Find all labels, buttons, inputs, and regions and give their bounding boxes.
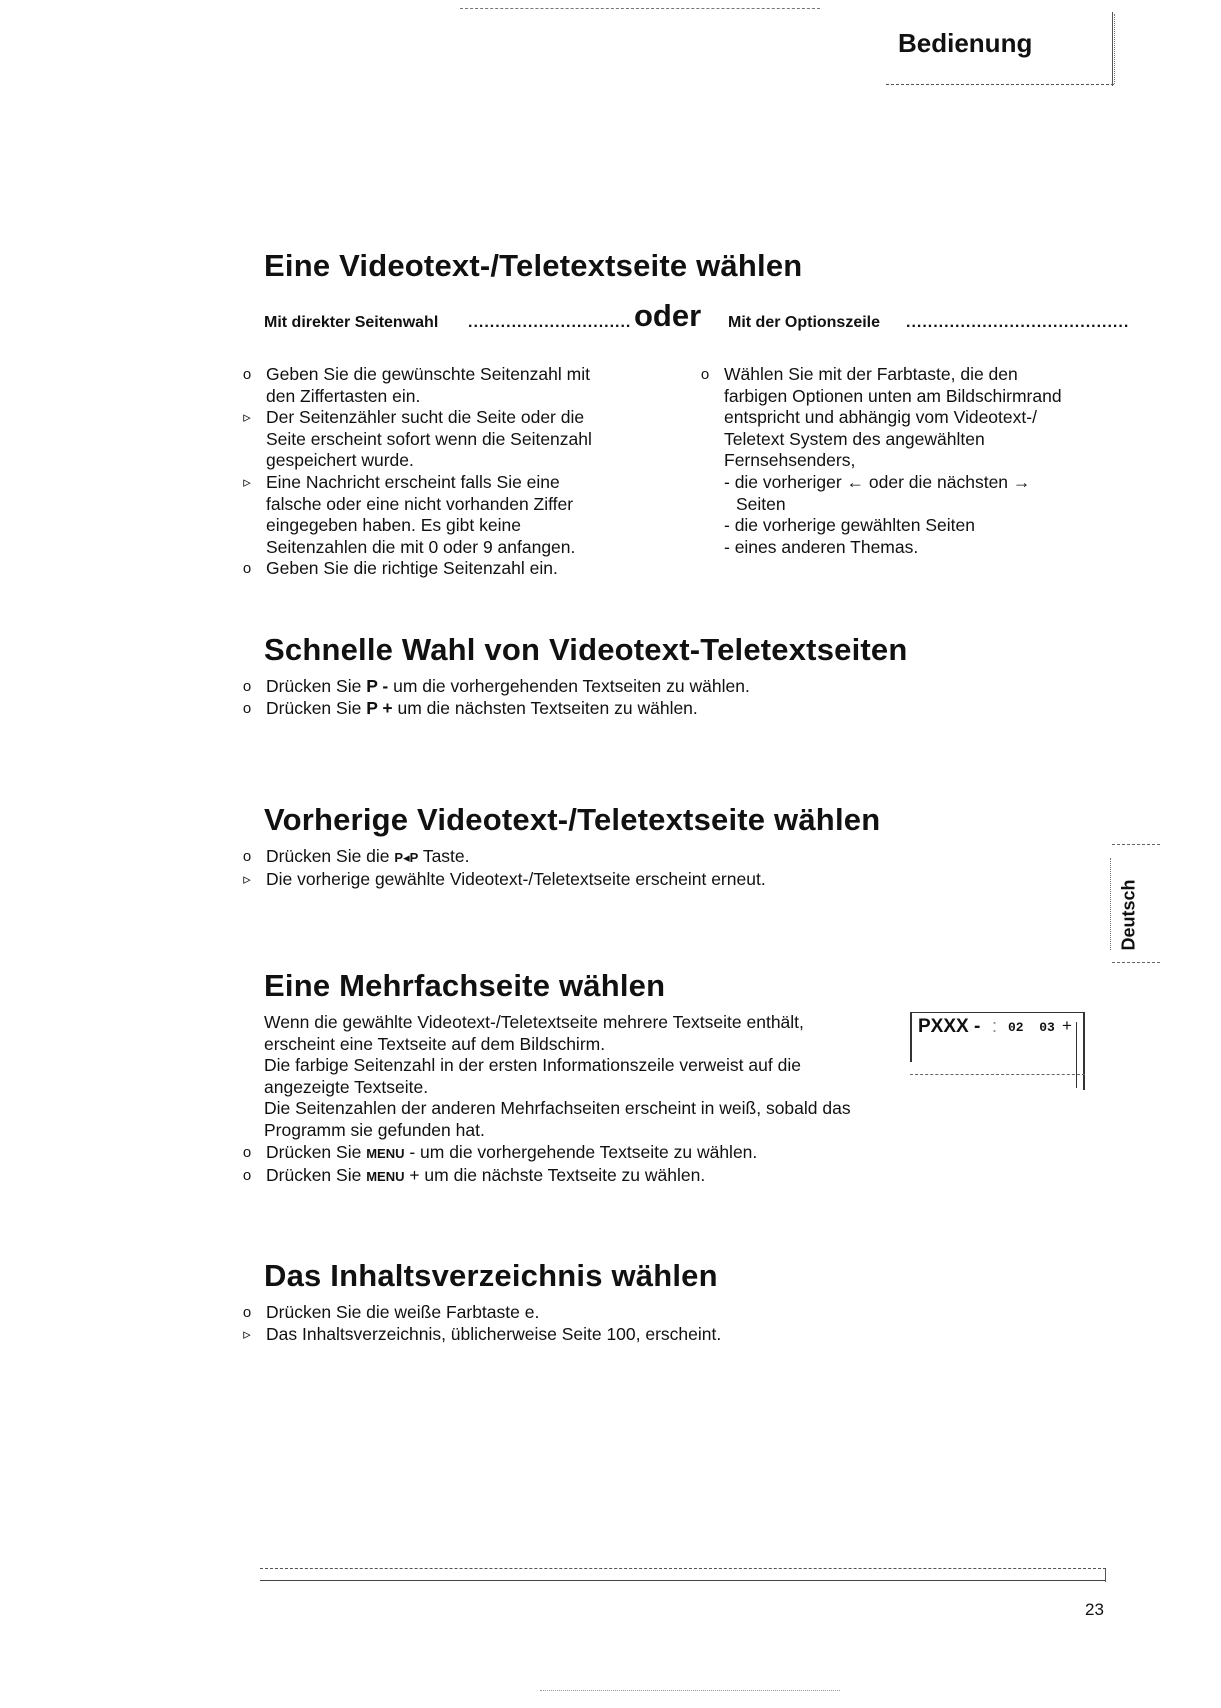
top-scan-line (460, 8, 820, 9)
key-label: MENU (366, 1168, 405, 1184)
index-list (238, 1302, 1058, 1345)
teletext-screen-illustration (910, 1012, 1085, 1090)
text-line: entspricht und abhängig vom Videotext-/ (724, 407, 1037, 428)
text-line: Programm sie gefunden hat. (264, 1119, 485, 1140)
circle-bullet-icon: o (242, 560, 252, 578)
list-item (238, 1324, 1058, 1346)
list-item (238, 558, 678, 580)
list-item (238, 1302, 1058, 1324)
text-segment: - um die vorhergehende Textseite zu wählen. (404, 1142, 758, 1162)
screen-left-border (910, 1012, 912, 1062)
text-segment: Die vorherige gewählte Videotext-/Teletextseite erscheint erneut. (266, 868, 766, 889)
quick-select-list (238, 676, 1058, 719)
section-header: Bedienung (898, 28, 1033, 58)
key-label: P + (366, 697, 393, 718)
circle-bullet-icon: o (242, 366, 252, 383)
text-line: Wählen Sie mit der Farbtaste, die den (724, 364, 1018, 384)
text-segment: Taste. (418, 846, 470, 866)
list-item (696, 364, 1116, 558)
header-left-rule (1114, 14, 1115, 84)
text-line: angezeigte Textseite. (264, 1076, 429, 1097)
list-item (238, 364, 678, 407)
page-number: 23 (1085, 1600, 1104, 1619)
language-tab-label: Deutsch (1118, 879, 1139, 951)
side-tab-bottom-rule (1112, 962, 1160, 963)
text-segment: Das Inhaltsverzeichnis, üblicherweise Seite 100, erscheint. (266, 1323, 722, 1344)
text-line: Seiten (736, 493, 786, 514)
circle-bullet-icon: o (242, 699, 252, 717)
text-segment: Drücken Sie die (266, 846, 395, 866)
key-label: P - (366, 676, 389, 696)
oder-connector: oder (634, 298, 702, 333)
text-line: - die vorheriger ← oder die nächsten → (724, 471, 1031, 492)
language-tab (1112, 860, 1146, 970)
text-line: Seitenzahlen die mit 0 oder 9 anfangen. (266, 536, 576, 557)
triangle-bullet-icon: ▹ (243, 870, 251, 888)
title-multi-page: Eine Mehrfachseite wählen (264, 968, 666, 1003)
screen-right-border (1083, 1012, 1085, 1090)
text-line: Fernsehsenders, (724, 450, 856, 471)
select-page-left-column (238, 364, 678, 580)
text-line: Die Seitenzahlen der anderen Mehrfachseiten erscheint in weiß, sobald das (264, 1098, 851, 1119)
text-line: den Ziffertasten ein. (266, 385, 421, 406)
list-item (238, 676, 1058, 698)
text-segment: Drücken Sie die weiße Farbtaste e. (266, 1302, 540, 1322)
list-item (238, 1142, 1058, 1165)
footer-rule-bottom (260, 1580, 1106, 1581)
list-item (238, 846, 1058, 869)
list-item (238, 1165, 1058, 1188)
text-segment: Drücken Sie (266, 697, 367, 718)
triangle-bullet-icon: ▹ (243, 409, 251, 427)
screen-top-border (910, 1012, 1085, 1013)
text-line: - eines anderen Themas. (724, 536, 919, 557)
text-line: farbigen Optionen unten am Bildschirmrand (724, 385, 1062, 406)
text-segment: Drücken Sie (266, 676, 367, 696)
footer-rule-top (260, 1568, 1106, 1569)
title-previous-page: Vorherige Videotext-/Teletextseite wählen (264, 802, 881, 837)
text-segment: + um die nächste Textseite zu wählen. (404, 1164, 706, 1185)
circle-bullet-icon: o (242, 848, 252, 865)
circle-bullet-icon: o (242, 1166, 252, 1184)
list-item (238, 472, 678, 558)
text-line: Teletext System des angewählten (724, 428, 985, 449)
screen-separator: : (992, 1016, 998, 1036)
text-segment: Drücken Sie (266, 1164, 367, 1185)
text-segment: Drücken Sie (266, 1142, 367, 1162)
side-tab-left-rule (1110, 858, 1111, 950)
screen-plus: + (1062, 1016, 1072, 1035)
text-line: - die vorherige gewählten Seiten (724, 515, 975, 536)
multi-page-list (238, 1142, 1058, 1187)
subheading-row (264, 298, 1130, 342)
circle-bullet-icon: o (242, 1304, 252, 1321)
list-item (238, 407, 678, 472)
select-page-right-column (696, 364, 1116, 558)
screen-page-label: PXXX - (918, 1016, 981, 1037)
list-item (238, 869, 1058, 891)
text-line: falsche oder eine nicht vorhanden Ziffer (266, 493, 574, 514)
circle-bullet-icon: o (242, 678, 252, 695)
multi-page-paragraph (264, 1012, 924, 1142)
triangle-bullet-icon: ▹ (243, 1325, 251, 1343)
text-line: eingegeben haben. Es gibt keine (266, 515, 521, 536)
list-item (238, 698, 1058, 720)
text-segment: um die nächsten Textseiten zu wählen. (392, 697, 698, 718)
text-line: Wenn die gewählte Videotext-/Teletextseite mehrere Textseite enthält, (264, 1012, 804, 1032)
dot-leader-right: ......................................... (906, 314, 1130, 331)
text-line: gespeichert wurde. (266, 450, 414, 471)
triangle-bullet-icon: ▹ (243, 473, 251, 491)
title-index: Das Inhaltsverzeichnis wählen (264, 1258, 718, 1293)
text-line: Geben Sie die richtige Seitenzahl ein. (266, 558, 558, 579)
previous-page-list (238, 846, 1058, 890)
header-underline (886, 84, 1114, 85)
subheading-option-line: Mit der Optionszeile (728, 314, 881, 331)
screen-bottom-border (910, 1074, 1085, 1075)
text-line: erscheint eine Textseite auf dem Bildschirm. (264, 1033, 606, 1054)
text-line: Geben Sie die gewünschte Seitenzahl mit (266, 364, 590, 384)
bottom-scan-line (540, 1690, 840, 1691)
key-label: MENU (366, 1146, 405, 1161)
subheading-direct: Mit direkter Seitenwahl (264, 314, 439, 331)
text-line: Eine Nachricht erscheint falls Sie eine (266, 471, 560, 492)
footer-rule-end (1105, 1568, 1106, 1582)
text-line: Seite erscheint sofort wenn die Seitenzahl (266, 428, 592, 449)
dot-leader-left: .............................. (468, 314, 632, 331)
header-right-rule (1112, 12, 1113, 86)
text-segment: um die vorhergehenden Textseiten zu wählen. (388, 676, 750, 696)
screen-right-inner-border (1076, 1022, 1077, 1088)
title-quick-select: Schnelle Wahl von Videotext-Teletextseiten (264, 632, 908, 667)
screen-subpages: 02 03 (1008, 1020, 1055, 1035)
key-label: P◂P (394, 850, 419, 865)
circle-bullet-icon: o (700, 366, 710, 383)
title-select-page: Eine Videotext-/Teletextseite wählen (264, 248, 803, 283)
side-tab-top-rule (1112, 844, 1160, 845)
text-line: Die farbige Seitenzahl in der ersten Informationszeile verweist auf die (264, 1055, 801, 1076)
text-line: Der Seitenzähler sucht die Seite oder die (266, 407, 585, 428)
circle-bullet-icon: o (242, 1144, 252, 1161)
